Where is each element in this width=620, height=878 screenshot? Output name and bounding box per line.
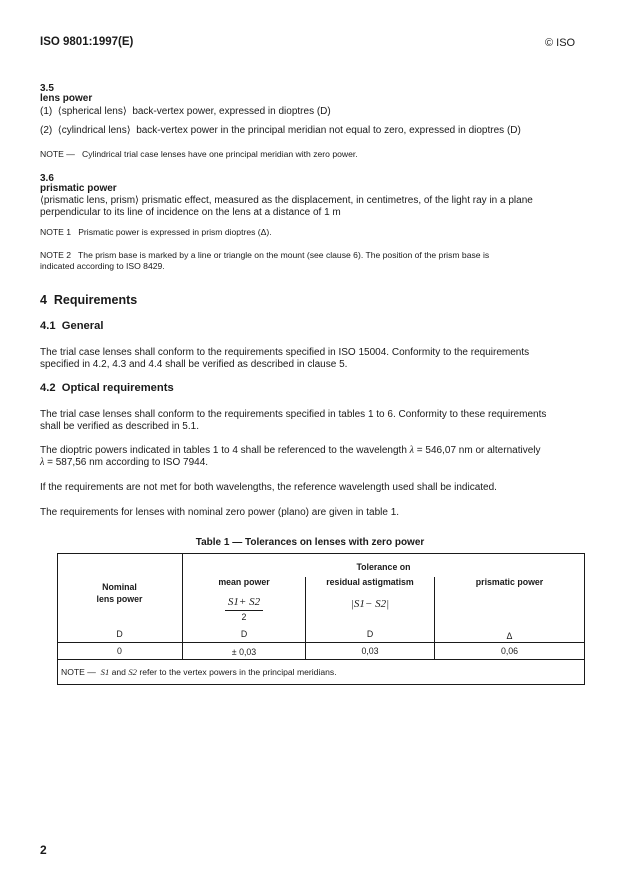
text: The dioptric powers indicated in tables 1 to 4 shall be referenced to the wavelength	[40, 445, 407, 456]
note-text: Cylindrical trial case lenses have one principal meridian with zero power.	[82, 149, 358, 159]
section-4-1-heading: 4.1 General	[40, 320, 104, 332]
item-text: back-vertex power, expressed in dioptres (D)	[132, 106, 331, 117]
text: = 587,56 nm according to ISO 7944.	[47, 457, 209, 468]
note-s2: S2	[128, 667, 137, 677]
nominal-header-line-2: lens power	[96, 594, 143, 604]
clause-3-5-note	[40, 149, 358, 160]
tolerance-on-header: Tolerance on	[356, 562, 411, 572]
clause-3-5-number: 3.5	[40, 83, 54, 94]
section-4-2-p2-line-1	[40, 445, 540, 457]
row-prism: 0,06	[500, 646, 519, 656]
section-4-2-p4: The requirements for lenses with nominal zero power (plano) are given in table 1.	[40, 507, 400, 518]
section-4-1-line-1: The trial case lenses shall conform to the requirements specified in ISO 15004. Conformity to the requirements	[40, 347, 530, 358]
clause-3-6-definition-line-1: ⟨prismatic lens, prism⟩ prismatic effect, measured as the displacement, in centimetres, of the light ray in a plane	[40, 195, 533, 206]
note-s1: S1	[100, 667, 110, 677]
clause-3-5-item-2	[40, 125, 521, 137]
note-label: NOTE —	[40, 149, 75, 159]
section-4-2-p1-line-1: The trial case lenses shall conform to the requirements specified in tables 1 to 6. Conformity to these requirements	[40, 409, 547, 420]
nominal-header-line-1: Nominal	[102, 582, 137, 592]
section-4-2-heading: 4.2 Optical requirements	[40, 382, 174, 394]
table-1-title: Table 1 — Tolerances on lenses with zero power	[195, 537, 425, 548]
document-id: ISO 9801:1997(E)	[40, 36, 134, 48]
prismatic-power-header: prismatic power	[475, 577, 544, 587]
clause-3-5-item-1	[40, 106, 331, 118]
clause-3-6-number: 3.6	[40, 173, 54, 184]
text: = 546,07 nm or alternatively	[416, 445, 541, 456]
section-4-heading: 4 Requirements	[40, 293, 138, 307]
page-number: 2	[40, 843, 47, 857]
mean-power-denominator: 2	[241, 612, 247, 622]
item-number: (2)	[40, 125, 53, 136]
row-nominal: 0	[117, 646, 122, 656]
clause-3-6-note-2-line-2: indicated according to ISO 8429.	[40, 261, 165, 271]
clause-3-5-term: lens power	[40, 93, 93, 104]
note-rest: refer to the vertex powers in the principal meridians.	[139, 667, 337, 677]
unit-astig: D	[366, 629, 374, 639]
note-and: and	[111, 667, 126, 677]
unit-prism: Δ	[506, 631, 513, 641]
clause-3-6-definition-line-2: perpendicular to its line of incidence on the lens at a distance of 1 m	[40, 207, 341, 218]
unit-mean: D	[240, 629, 248, 639]
row-mean: ± 0,03	[231, 647, 257, 657]
section-4-2-p1-line-2: shall be verified as described in 5.1.	[40, 421, 199, 432]
mean-power-header: mean power	[218, 577, 270, 587]
note-label: NOTE —	[61, 667, 96, 677]
table-1	[57, 553, 585, 685]
clause-3-6-note-1: NOTE 1 Prismatic power is expressed in prism dioptres (Δ).	[40, 227, 272, 237]
clause-3-6-note-2-line-1: NOTE 2 The prism base is marked by a line or triangle on the mount (see clause 6). The position of the prism base is	[40, 250, 490, 260]
section-4-2-p2-line-2	[40, 457, 208, 469]
mean-power-numerator: S1+ S2	[227, 596, 261, 608]
copyright-mark: © ISO	[545, 37, 576, 49]
lambda-symbol: λ	[409, 445, 415, 456]
section-4-1-line-2: specified in 4.2, 4.3 and 4.4 shall be verified as described in clause 5.	[40, 359, 348, 370]
item-qualifier: ⟨cylindrical lens⟩	[57, 125, 131, 136]
residual-astigmatism-header: residual astigmatism	[326, 577, 414, 587]
item-number: (1)	[40, 106, 53, 117]
row-astig: 0,03	[361, 646, 379, 656]
section-4-2-p3: If the requirements are not met for both wavelengths, the reference wavelength used shall be indicated.	[40, 482, 497, 493]
table-1-note	[61, 667, 337, 677]
item-text: back-vertex power in the principal meridian not equal to zero, expressed in dioptres (D)	[136, 125, 521, 136]
astigmatism-formula: |S1− S2|	[350, 598, 390, 610]
lambda-symbol: λ	[40, 457, 45, 468]
clause-3-6-term: prismatic power	[40, 183, 117, 194]
unit-nominal: D	[116, 629, 123, 639]
item-qualifier: ⟨spherical lens⟩	[57, 106, 127, 117]
